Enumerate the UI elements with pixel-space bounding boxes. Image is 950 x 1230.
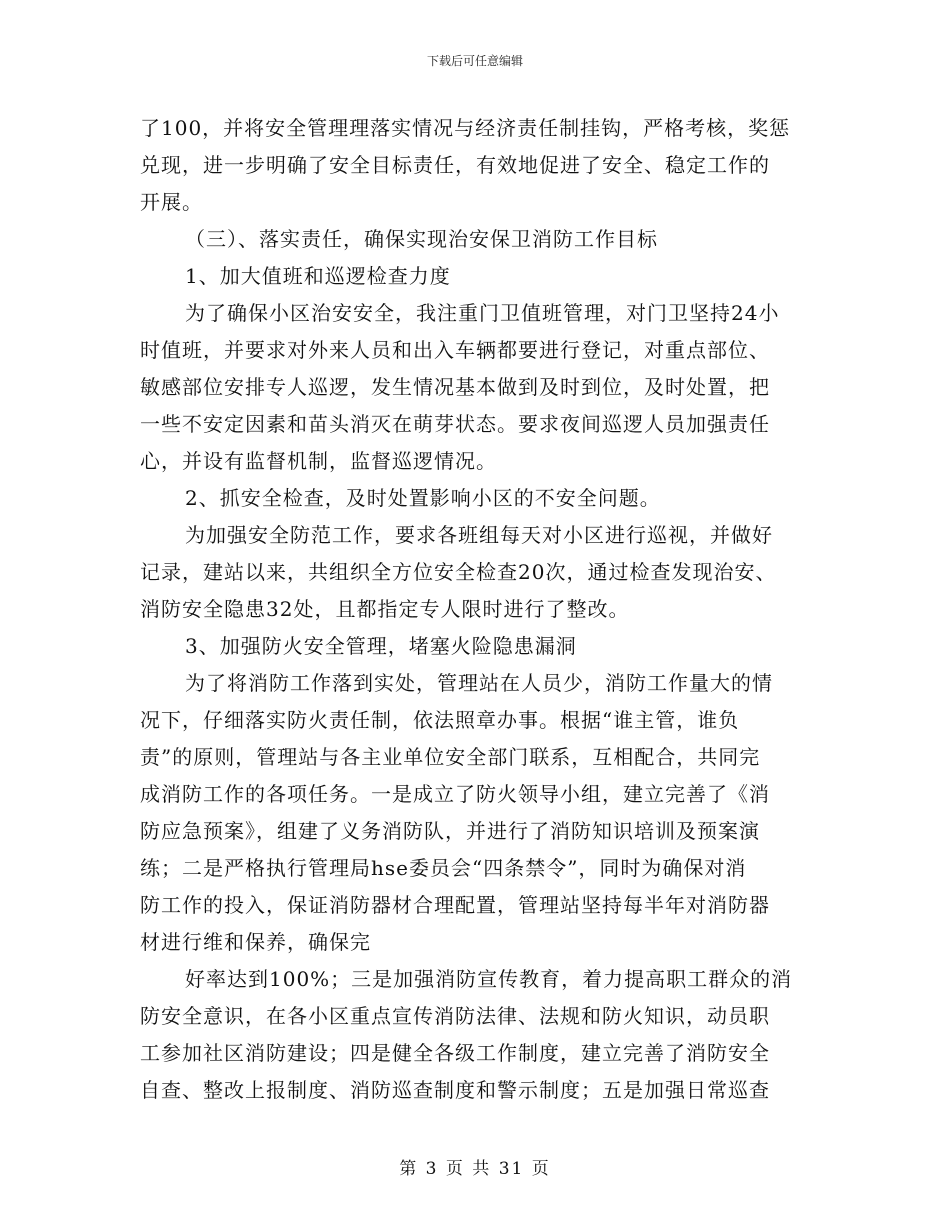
text-line: 了100，并将安全管理理落实情况与经济责任制挂钩，严格考核，奖惩 bbox=[140, 116, 791, 140]
text-line: 3、加强防火安全管理，堵塞火险隐患漏洞 bbox=[185, 634, 577, 658]
text-line: 兑现，进一步明确了安全目标责任，有效地促进了安全、稳定工作的 bbox=[140, 153, 770, 177]
page-header: 下载后可任意编辑 bbox=[426, 54, 523, 68]
text-line: 材进行维和保养，确保完 bbox=[140, 930, 371, 954]
text-line: 况下，仔细落实防火责任制，依法照章办事。根据“谁主管，谁负 bbox=[140, 708, 740, 732]
text-line: 记录，建站以来，共组织全方位安全检查20次，通过检查发现治安、 bbox=[140, 560, 777, 584]
text-line: 消防安全隐患32处，且都指定专人限时进行了整改。 bbox=[140, 597, 630, 621]
text-line: 自查、整改上报制度、消防巡查制度和警示制度；五是加强日常巡查 bbox=[140, 1078, 770, 1102]
text-line: 2、抓安全检查，及时处置影响小区的不安全问题。 bbox=[185, 486, 661, 510]
text-line: 好率达到100%；三是加强消防宣传教育，着力提高职工群众的消 bbox=[185, 967, 793, 991]
text-line: 心，并设有监督机制，监督巡逻情况。 bbox=[140, 449, 497, 473]
text-line: 成消防工作的各项任务。一是成立了防火领导小组，建立完善了《消 bbox=[140, 782, 770, 806]
page-footer: 第 3 页 共 31 页 bbox=[399, 1159, 551, 1179]
text-line: 练；二是严格执行管理局hse委员会“四条禁令”，同时为确保对消 bbox=[140, 856, 747, 880]
text-line: 责”的原则，管理站与各主业单位安全部门联系，互相配合，共同完 bbox=[140, 745, 761, 769]
text-line: 时值班，并要求对外来人员和出入车辆都要进行登记，对重点部位、 bbox=[140, 338, 770, 362]
text-line: 为了将消防工作落到实处，管理站在人员少，消防工作量大的情 bbox=[185, 671, 773, 695]
text-line: 一些不安定因素和苗头消灭在萌芽状态。要求夜间巡逻人员加强责任 bbox=[140, 412, 770, 436]
text-line: 为加强安全防范工作，要求各班组每天对小区进行巡视，并做好 bbox=[185, 523, 773, 547]
text-line: 敏感部位安排专人巡逻，发生情况基本做到及时到位，及时处置，把 bbox=[140, 375, 770, 399]
text-line: 工参加社区消防建设；四是健全各级工作制度，建立完善了消防安全 bbox=[140, 1041, 770, 1065]
text-line: 1、加大值班和巡逻检查力度 bbox=[185, 264, 451, 288]
body-text bbox=[140, 110, 812, 1109]
text-line: （三）、落实责任，确保实现治安保卫消防工作目标 bbox=[185, 227, 658, 251]
text-line: 防安全意识，在各小区重点宣传消防法律、法规和防火知识，动员职 bbox=[140, 1004, 770, 1028]
text-line: 为了确保小区治安安全，我注重门卫值班管理，对门卫坚持24小 bbox=[185, 301, 780, 325]
text-line: 开展。 bbox=[140, 190, 203, 214]
text-line: 防应急预案》，组建了义务消防队，并进行了消防知识培训及预案演 bbox=[140, 819, 760, 843]
text-line: 防工作的投入，保证消防器材合理配置，管理站坚持每半年对消防器 bbox=[140, 893, 770, 917]
